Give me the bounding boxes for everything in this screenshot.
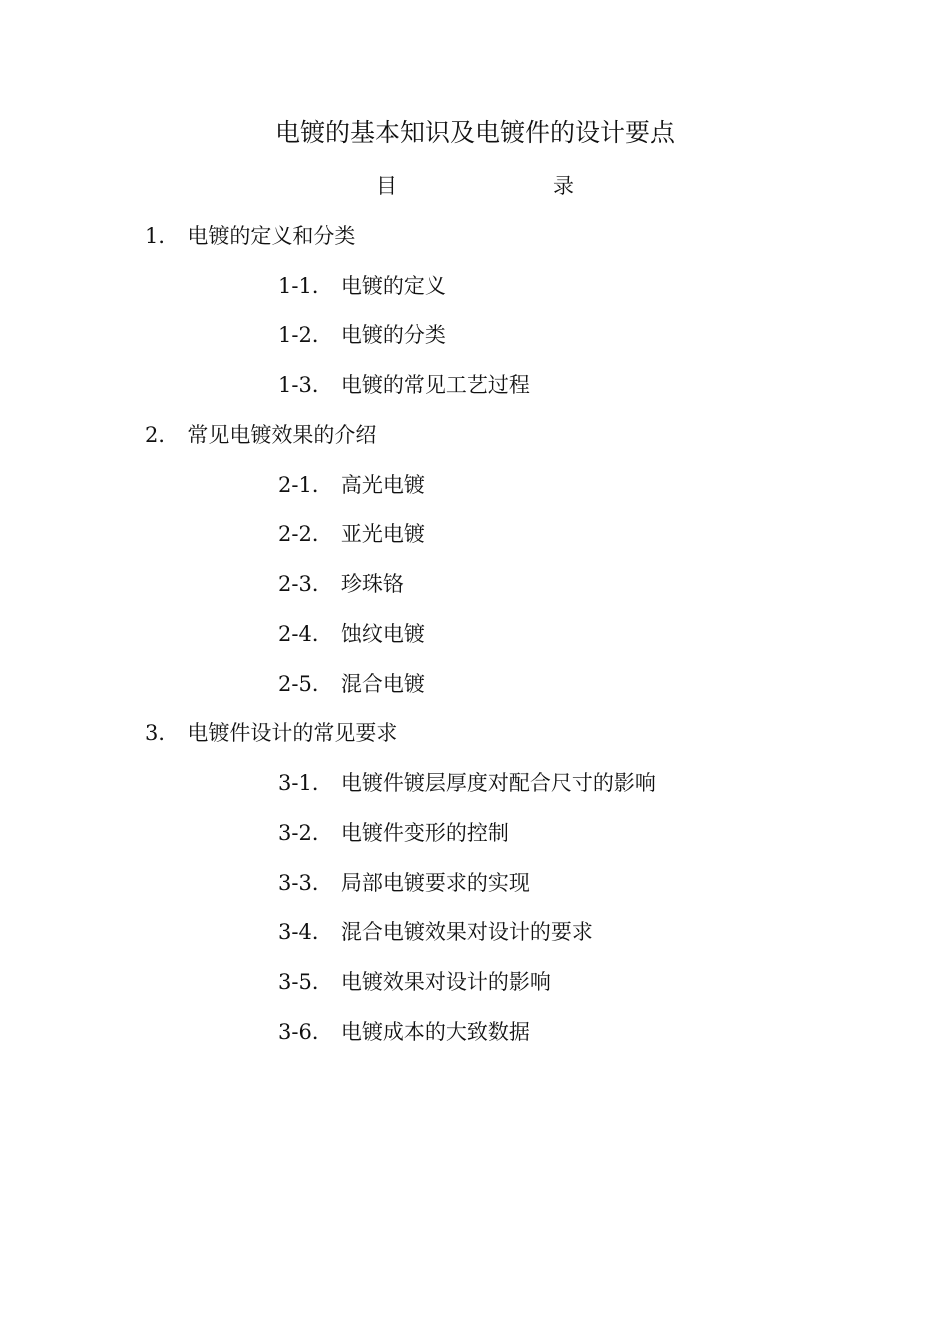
toc-text: 蚀纹电镀 — [340, 622, 425, 646]
toc-text: 电镀的定义 — [340, 274, 446, 298]
toc-subsection-3-5 — [278, 967, 551, 997]
toc-text: 电镀件变形的控制 — [340, 821, 509, 845]
document-title: 电镀的基本知识及电镀件的设计要点 — [274, 118, 675, 147]
toc-text: 电镀的分类 — [340, 323, 446, 347]
toc-text: 混合电镀 — [340, 672, 425, 696]
toc-subsection-3-3 — [278, 868, 530, 898]
toc-heading-left: 目 — [376, 174, 397, 198]
toc-text: 亚光电镀 — [340, 522, 425, 546]
toc-subsection-3-6 — [278, 1017, 530, 1047]
toc-subsection-2-3 — [278, 569, 404, 599]
toc-subsection-1-2 — [278, 320, 446, 350]
toc-subsection-3-4 — [278, 917, 593, 947]
toc-text: 电镀的定义和分类 — [187, 224, 356, 248]
toc-text: 高光电镀 — [340, 473, 425, 497]
toc-subsection-3-1 — [278, 768, 656, 798]
toc-section-3 — [145, 718, 397, 748]
toc-number: 1-2． — [278, 323, 333, 347]
toc-text: 局部电镀要求的实现 — [340, 871, 530, 895]
toc-text: 珍珠铬 — [340, 572, 404, 596]
toc-subsection-2-1 — [278, 470, 425, 500]
toc-text: 电镀的常见工艺过程 — [340, 373, 530, 397]
toc-subsection-2-4 — [278, 619, 425, 649]
toc-number: 1． — [145, 224, 180, 248]
toc-number: 2． — [145, 423, 180, 447]
toc-heading-right: 录 — [553, 174, 574, 198]
toc-subsection-1-3 — [278, 370, 530, 400]
toc-number: 3-6． — [278, 1020, 333, 1044]
toc-number: 3-3． — [278, 871, 333, 895]
toc-text: 电镀件设计的常见要求 — [187, 721, 398, 745]
toc-number: 1-3． — [278, 373, 333, 397]
toc-number: 3-1． — [278, 771, 333, 795]
toc-number: 3-2． — [278, 821, 333, 845]
toc-subsection-2-2 — [278, 519, 425, 549]
toc-number: 2-2． — [278, 522, 333, 546]
toc-subsection-3-2 — [278, 818, 509, 848]
toc-number: 3． — [145, 721, 180, 745]
toc-number: 1-1． — [278, 274, 333, 298]
toc-text: 常见电镀效果的介绍 — [187, 423, 377, 447]
toc-number: 2-4． — [278, 622, 333, 646]
toc-section-2 — [145, 420, 376, 450]
toc-text: 电镀效果对设计的影响 — [340, 970, 551, 994]
toc-section-1 — [145, 221, 355, 251]
toc-number: 2-3． — [278, 572, 333, 596]
toc-number: 2-1． — [278, 473, 333, 497]
toc-number: 2-5． — [278, 672, 333, 696]
toc-text: 电镀成本的大致数据 — [340, 1020, 530, 1044]
toc-number: 3-4． — [278, 920, 333, 944]
toc-subsection-1-1 — [278, 271, 446, 301]
toc-subsection-2-5 — [278, 669, 425, 699]
toc-text: 混合电镀效果对设计的要求 — [340, 920, 593, 944]
toc-number: 3-5． — [278, 970, 333, 994]
toc-text: 电镀件镀层厚度对配合尺寸的影响 — [340, 771, 656, 795]
